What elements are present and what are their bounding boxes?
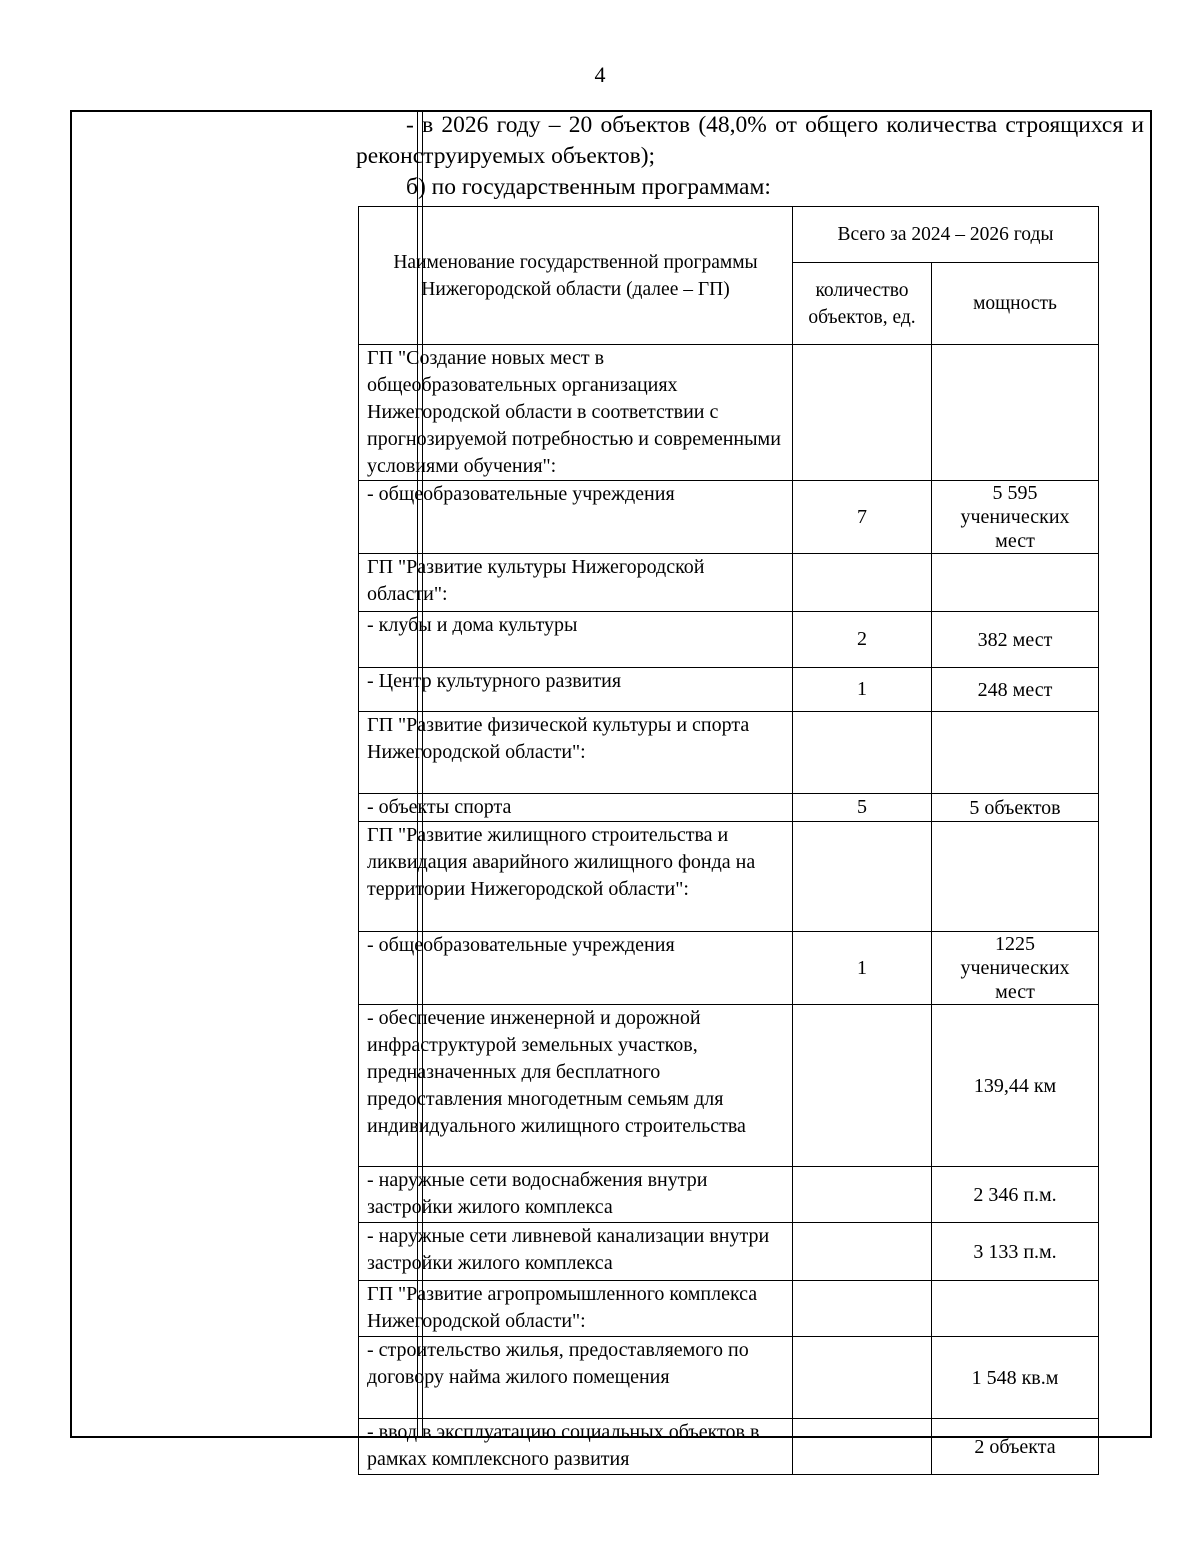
row-count-cell: 1 bbox=[793, 932, 932, 1005]
row-count-cell: 2 bbox=[793, 612, 932, 668]
row-capacity-cell: 5 595 ученических мест bbox=[932, 481, 1099, 554]
row-name-cell: - строительство жилья, предоставляемого по договору найма жилого помещения bbox=[359, 1337, 793, 1419]
row-count-cell: 1 bbox=[793, 668, 932, 712]
row-capacity-cell: 1 548 кв.м bbox=[932, 1337, 1099, 1419]
table-row bbox=[359, 932, 1099, 1005]
table-row bbox=[359, 612, 1099, 668]
row-count-cell: 7 bbox=[793, 481, 932, 554]
row-name-cell: ГП "Создание новых мест в общеобразовательных организациях Нижегородской области в соответствии с прогнозируемой потребностью и современными условиями обучения": bbox=[359, 345, 793, 481]
page-number: 4 bbox=[594, 62, 606, 87]
table-row bbox=[359, 822, 1099, 932]
row-name-cell: - обеспечение инженерной и дорожной инфраструктурой земельных участков, предназначенных для бесплатного предоставления многодетным семьям для индивидуального жилищного строительства bbox=[359, 1005, 793, 1167]
row-count-cell bbox=[793, 1005, 932, 1167]
header-capacity: мощность bbox=[932, 263, 1099, 345]
table-row bbox=[359, 1337, 1099, 1419]
table-row bbox=[359, 794, 1099, 822]
row-count-cell bbox=[793, 345, 932, 481]
header-object-count: количество объектов, ед. bbox=[793, 263, 932, 345]
row-capacity-cell: 2 объекта bbox=[932, 1419, 1099, 1475]
row-capacity-cell: 3 133 п.м. bbox=[932, 1223, 1099, 1281]
row-capacity-cell bbox=[932, 1281, 1099, 1337]
row-name-cell: ГП "Развитие агропромышленного комплекса Нижегородской области": bbox=[359, 1281, 793, 1337]
header-program-name: Наименование государственной программы Нижегородской области (далее – ГП) bbox=[359, 207, 793, 345]
row-capacity-cell bbox=[932, 712, 1099, 794]
row-name-cell: - общеобразовательные учреждения bbox=[359, 481, 793, 554]
row-count-cell bbox=[793, 1337, 932, 1419]
row-name-cell: ГП "Развитие физической культуры и спорта Нижегородской области": bbox=[359, 712, 793, 794]
table-row bbox=[359, 1419, 1099, 1475]
row-capacity-cell: 139,44 км bbox=[932, 1005, 1099, 1167]
row-count-cell bbox=[793, 822, 932, 932]
row-capacity-cell: 248 мест bbox=[932, 668, 1099, 712]
row-name-cell: - общеобразовательные учреждения bbox=[359, 932, 793, 1005]
row-count-cell bbox=[793, 1419, 932, 1475]
table-row bbox=[359, 1167, 1099, 1223]
row-name-cell: - наружные сети ливневой канализации внутри застройки жилого комплекса bbox=[359, 1223, 793, 1281]
table-row bbox=[359, 1281, 1099, 1337]
programs-table bbox=[358, 206, 1099, 1475]
row-capacity-cell: 2 346 п.м. bbox=[932, 1167, 1099, 1223]
table-row bbox=[359, 481, 1099, 554]
row-name-cell: - наружные сети водоснабжения внутри застройки жилого комплекса bbox=[359, 1167, 793, 1223]
table-row bbox=[359, 712, 1099, 794]
intro-paragraph-2026: - в 2026 году – 20 объектов (48,0% от общего количества строящихся и реконструируемых объектов); bbox=[356, 112, 1144, 169]
row-capacity-cell: 5 объектов bbox=[932, 794, 1099, 822]
intro-text bbox=[356, 110, 1144, 203]
table-row bbox=[359, 345, 1099, 481]
table-row bbox=[359, 554, 1099, 612]
row-count-cell bbox=[793, 1167, 932, 1223]
row-capacity-cell: 1225 ученических мест bbox=[932, 932, 1099, 1005]
row-capacity-cell bbox=[932, 554, 1099, 612]
row-name-cell: - ввод в эксплуатацию социальных объектов в рамках комплексного развития bbox=[359, 1419, 793, 1475]
row-name-cell: ГП "Развитие жилищного строительства и ликвидация аварийного жилищного фонда на территории Нижегородской области": bbox=[359, 822, 793, 932]
row-count-cell bbox=[793, 554, 932, 612]
row-name-cell: ГП "Развитие культуры Нижегородской области": bbox=[359, 554, 793, 612]
table-row bbox=[359, 1005, 1099, 1167]
row-count-cell: 5 bbox=[793, 794, 932, 822]
header-total-group: Всего за 2024 – 2026 годы bbox=[793, 207, 1099, 263]
row-name-cell: - клубы и дома культуры bbox=[359, 612, 793, 668]
row-capacity-cell bbox=[932, 345, 1099, 481]
table-row bbox=[359, 668, 1099, 712]
row-capacity-cell: 382 мест bbox=[932, 612, 1099, 668]
row-name-cell: - Центр культурного развития bbox=[359, 668, 793, 712]
row-capacity-cell bbox=[932, 822, 1099, 932]
intro-paragraph-programs: б) по государственным программам: bbox=[406, 174, 771, 200]
row-count-cell bbox=[793, 1281, 932, 1337]
row-count-cell bbox=[793, 1223, 932, 1281]
row-count-cell bbox=[793, 712, 932, 794]
table-row bbox=[359, 1223, 1099, 1281]
row-name-cell: - объекты спорта bbox=[359, 794, 793, 822]
